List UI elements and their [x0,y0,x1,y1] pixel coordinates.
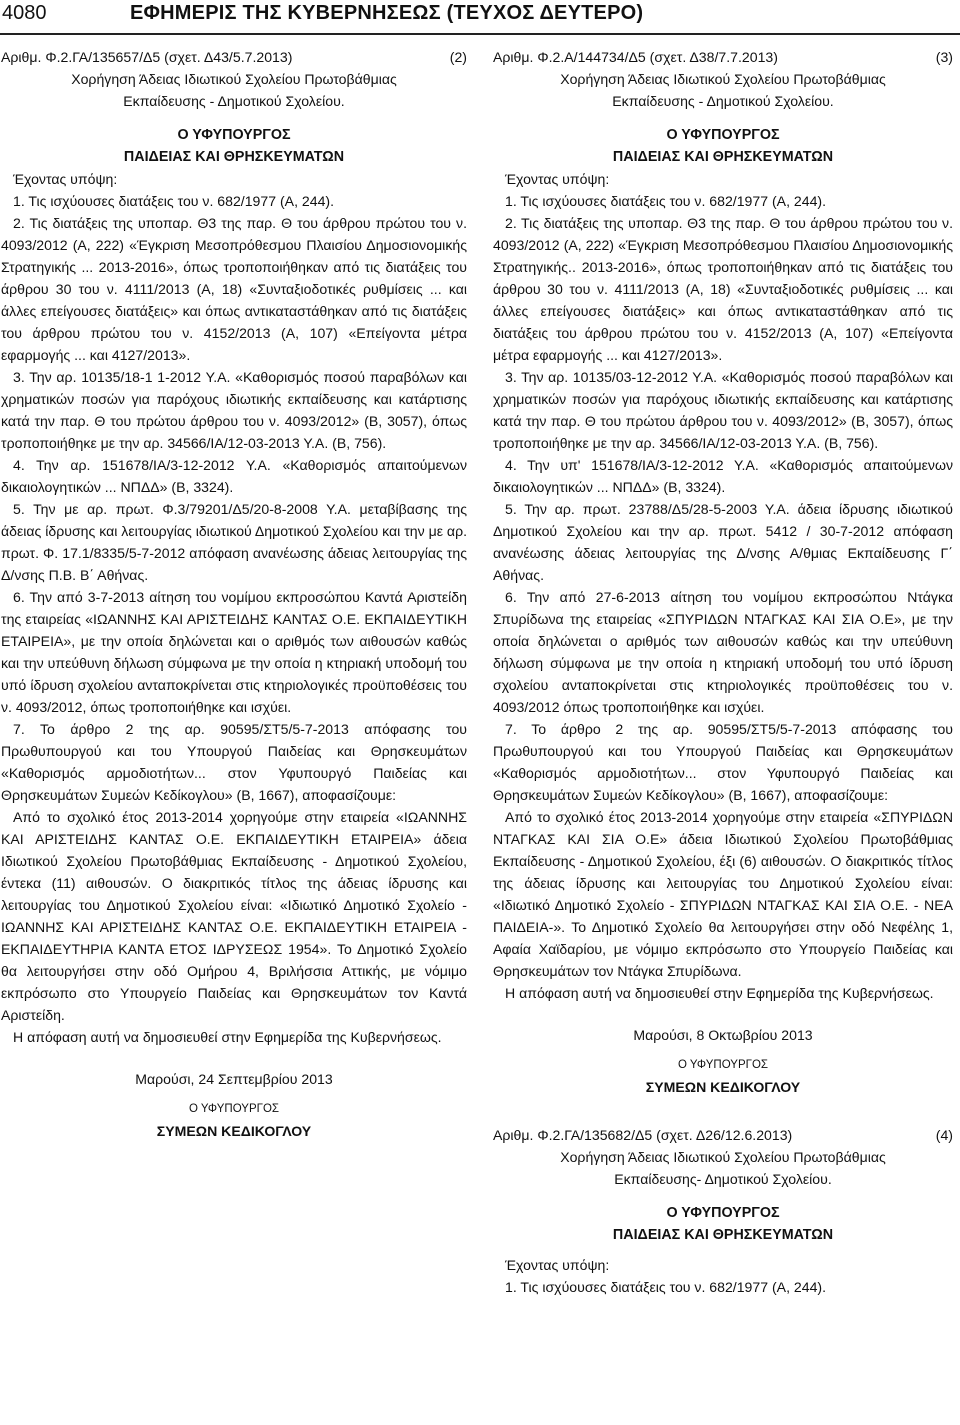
authority-title: Ο ΥΦΥΠΟΥΡΓΟΣ [666,1205,780,1221]
authority-title: Ο ΥΦΥΠΟΥΡΓΟΣ [177,127,291,143]
authority-title: Ο ΥΦΥΠΟΥΡΓΟΣ [666,127,780,143]
page-number: 4080 [2,2,47,24]
authority-ministry: ΠΑΙΔΕΙΑΣ ΚΑΙ ΘΡΗΣΚΕΥΜΑΤΩΝ [612,149,834,165]
paragraph: Από το σχολικό έτος 2013-2014 χορηγούμε στην εταιρεία «ΣΠΥΡΙΔΩΝ ΝΤΑΓΚΑΣ ΚΑΙ ΣΙΑ Ο.Ε» άδεια Ιδιωτικού Σχολείου Πρωτοβάθμιας Εκπαίδευσης - Δημοτικού Σχολείου, έξι (6) αιθουσών. Ο διακριτικός τίτλος της άδειας ίδρυσης και λειτουργίας του Δημοτικού Σχολείου είναι: «Ιδιωτικό Δημοτικό Σχολείο - ΣΠΥΡΙΔΩΝ ΝΤΑΓΚΑΣ ΚΑΙ ΣΙΑ Ο.Ε. - ΝΕΑ ΠΑΙΔΕΙΑ-». Το Δημοτικό Σχολείο θα λειτουργήσει στην οδό Νεφέλης 1, Αφαία Χαϊδαρίου, με νόμιμο εκπρόσωπο στο Υπουργείο Παιδείας και Θρησκευμάτων τον Ντάγκα Σπυρίδωνα. [493,809,953,979]
decision-subject-line: Εκπαίδευσης - Δημοτικού Σχολείου. [123,93,345,109]
decision-subject-line: Χορήγηση Άδειας Ιδιωτικού Σχολείου Πρωτοβάθμιας [560,71,886,87]
paragraph: 1. Τις ισχύουσες διατάξεις του ν. 682/1977 (Α, 244). [505,1279,827,1295]
signatory-title: Ο ΥΦΥΠΟΥΡΓΟΣ [677,1059,769,1071]
paragraph: 2. Τις διατάξεις της υποπαρ. Θ3 της παρ. Θ του άρθρου πρώτου του ν. 4093/2012 (Α, 222) «Έγκριση Μεσοπρόθεσμου Πλαισίου Δημοσιονομικής Στρατηγικής ... 2013-2016», όπως τροποποιήθηκαν από τις διατάξεις του άρθρου 30 του ν. 4111/2013 (Α, 18) «Συνταξιοδοτικές ρυθμίσεις ... και άλλες επείγουσες διατάξεις» και όπως αντικαταστάθηκαν από τις διατάξεις του άρθρου πρώτου του ν. 4152/2013 (Α, 107) «Επείγοντα μέτρα εφαρμογής ... και 4127/2013». [1,215,467,363]
paragraph: 5. Την με αρ. πρωτ. Φ.3/79201/Δ5/20-8-2008 Υ.Α. μεταβίβασης της άδειας ίδρυσης και λειτουργίας ιδιωτικού Δημοτικού Σχολείου και την με αρ. πρωτ. Φ. 17.1/8335/5-7-2012 απόφαση ανανέωσης άδειας λειτουργίας της Δ/νσης Π.Β. Β΄ Αθήνας. [1,501,467,583]
journal-title: ΕΦΗΜΕΡΙΣ ΤΗΣ ΚΥΒΕΡΝΗΣΕΩΣ (ΤΕΥΧΟΣ ΔΕΥΤΕΡΟ) [130,2,644,24]
paragraph: 1. Τις ισχύουσες διατάξεις του ν. 682/1977 (Α, 244). [13,193,335,209]
paragraph: 6. Την από 27-6-2013 αίτηση του νομίμου εκπροσώπου Ντάγκα Σπυρίδωνα της εταιρείας «ΣΠΥΡΙΔΩΝ ΝΤΑΓΚΑΣ ΚΑΙ ΣΙΑ Ο.Ε», με την οποία δηλώνεται ο αριθμός των αιθουσών καθώς και την υπεύθυνη δήλωση σύμφωνα με την οποία η κτηριακή υποδομή του υπό ίδρυση σχολείου ανταποκρίνεται στις κτηριολογικές προϋποθέσεις του ν. 4093/2012 όπως τροποποιήθηκε και ισχύει. [493,589,953,715]
paragraph: 6. Την από 3-7-2013 αίτηση του νομίμου εκπροσώπου Καντά Αριστείδη της εταιρείας «ΙΩΑΝΝΗΣ ΚΑΙ ΑΡΙΣΤΕΙΔΗΣ ΚΑΝΤΑΣ Ο.Ε. ΕΚΠΑΙΔΕΥΤΙΚΗ ΕΤΑΙΡΕΙΑ», με την οποία δηλώνεται και ο αριθμός των αιθουσών καθώς και την υπεύθυνη δήλωση σύμφωνα με την οποία η κτηριακή υποδομή του υπό ίδρυση σχολείου ανταποκρίνεται στις κτηριολογικές προϋποθέσεις του ν. 4093/2012, όπως τροποποιήθηκε και ισχύει. [1,589,467,715]
having-considered: Έχοντας υπόψη: [13,171,118,187]
decision-reference [493,1124,953,1146]
signatory-name: ΣΥΜΕΩΝ ΚΕΔΙΚΟΓΛΟΥ [645,1079,801,1095]
signing-date: Μαρούσι, 8 Οκτωβρίου 2013 [633,1027,813,1043]
decision-subject-line: Χορήγηση Άδειας Ιδιωτικού Σχολείου Πρωτοβάθμιας [71,71,397,87]
paragraph: 7. Το άρθρο 2 της αρ. 90595/ΣΤ5/5-7-2013 απόφασης του Πρωθυπουργού και του Υπουργού Παιδείας και Θρησκευμάτων «Καθορισμός αρμοδιοτήτων... στον Υφυπουργό Παιδείας και Θρησκευμάτων Συμεών Κεδίκογλου» (Β, 1667), αποφασίζουμε: [493,721,953,803]
paragraph: 1. Τις ισχύουσες διατάξεις του ν. 682/1977 (Α, 244). [505,193,827,209]
reference-number: Αριθμ. Φ.2.ΓΑ/135682/Δ5 (σχετ. Δ26/12.6.2013) [493,1127,793,1143]
paragraph: 2. Τις διατάξεις της υποπαρ. Θ3 της παρ. Θ του άρθρου πρώτου του ν. 4093/2012 (Α, 222) «Έγκριση Μεσοπρόθεσμου Πλαισίου Δημοσιονομικής Στρατηγικής.. 2013-2016», όπως τροποποιήθηκαν από τις διατάξεις του άρθρου 30 του ν. 4111/2013 (Α, 18) «Συνταξιοδοτικές ρυθμίσεις ... και άλλες επείγουσες διατάξεις» και όπως αντικαταστάθηκαν από τις διατάξεις του άρθρου πρώτου του ν. 4152/2013 (Α, 107) «Επείγοντα μέτρα εφαρμογής ... και 4127/2013». [493,215,953,363]
decision-index: (4) [935,1127,953,1143]
paragraph: 7. Το άρθρο 2 της αρ. 90595/ΣΤ5/5-7-2013 απόφασης του Πρωθυπουργού και του Υπουργού Παιδείας και Θρησκευμάτων «Καθορισμός αρμοδιοτήτων... στον Υφυπουργό Παιδείας και Θρησκευμάτων Συμεών Κεδίκογλου» (Β, 1667), αποφασίζουμε: [1,721,467,803]
decision-reference [493,46,953,68]
paragraph: 5. Την αρ. πρωτ. 23788/Δ5/28-5-2003 Υ.Α. άδεια ίδρυσης ιδιωτικού Δημοτικού Σχολείου και την αρ. πρωτ. 5412 / 30-7-2012 απόφαση ανανέωσης άδειας λειτουργίας της Δ/νσης Α/θμιας Εκπαίδευσης Γ΄ Αθήνας. [493,501,953,583]
decision-subject-line: Εκπαίδευσης- Δημοτικού Σχολείου. [614,1171,832,1187]
signatory-title: Ο ΥΦΥΠΟΥΡΓΟΣ [188,1103,280,1115]
decision-index: (3) [935,49,953,65]
paragraph: Η απόφαση αυτή να δημοσιευθεί στην Εφημερίδα της Κυβερνήσεως. [13,1029,442,1045]
left-column [1,46,467,1142]
paragraph: 4. Την αρ. 151678/ΙΑ/3-12-2012 Υ.Α. «Καθορισμός απαιτούμενων δικαιολογητικών ... ΝΠΔΔ» (Β, 3324). [1,457,467,495]
authority-ministry: ΠΑΙΔΕΙΑΣ ΚΑΙ ΘΡΗΣΚΕΥΜΑΤΩΝ [123,149,345,165]
reference-number: Αριθμ. Φ.2.Α/144734/Δ5 (σχετ. Δ38/7.7.2013) [493,49,778,65]
paragraph: Από το σχολικό έτος 2013-2014 χορηγούμε στην εταιρεία «ΙΩΑΝΝΗΣ ΚΑΙ ΑΡΙΣΤΕΙΔΗΣ ΚΑΝΤΑΣ Ο.Ε. ΕΚΠΑΙΔΕΥΤΙΚΗ ΕΤΑΙΡΕΙΑ» άδεια Ιδιωτικού Σχολείου Πρωτοβάθμιας Εκπαίδευσης - Δημοτικού Σχολείου, έντεκα (11) αιθουσών. Ο διακριτικός τίτλος της άδειας ίδρυσης και λειτουργίας του Δημοτικού Σχολείου είναι: «Ιδιωτικό Δημοτικό Σχολείο - ΙΩΑΝΝΗΣ ΚΑΙ ΑΡΙΣΤΕΙΔΗΣ ΚΑΝΤΑΣ Ο.Ε. ΕΚΠΑΙΔΕΥΤΙΚΗ ΕΤΑΙΡΕΙΑ - ΕΚΠΑΙΔΕΥΤΗΡΙΑ ΚΑΝΤΑ ΕΤΟΣ ΙΔΡΥΣΕΩΣ 1954». Το Δημοτικό Σχολείο θα λειτουργήσει στην οδό Ομήρου 4, Βριλήσσια Αττικής, με νόμιμο εκπρόσωπο στο Υπουργείο Παιδείας και Θρησκευμάτων τον Καντά Αριστείδη. [1,809,467,1023]
paragraph: 3. Την αρ. 10135/18-1 1-2012 Υ.Α. «Καθορισμός ποσού παραβόλων και χρηματικών ποσών για παρόχους ιδιωτικής εκπαίδευσης και κατάρτισης κατά την παρ. Θ του πρώτου άρθρου του ν. 4093/2012» (Β, 3057), όπως τροποποιήθηκε με την αρ. 34566/ΙΑ/12-03-2013 Υ.Α. (Β, 756). [1,369,467,451]
having-considered: Έχοντας υπόψη: [505,171,610,187]
decision-index: (2) [449,49,467,65]
having-considered: Έχοντας υπόψη: [505,1257,610,1273]
decision-reference [1,46,467,68]
reference-number: Αριθμ. Φ.2.ΓΑ/135657/Δ5 (σχετ. Δ43/5.7.2013) [1,49,293,65]
decision-subject-line: Εκπαίδευσης - Δημοτικού Σχολείου. [612,93,834,109]
signing-date: Μαρούσι, 24 Σεπτεμβρίου 2013 [135,1071,333,1087]
authority-ministry: ΠΑΙΔΕΙΑΣ ΚΑΙ ΘΡΗΣΚΕΥΜΑΤΩΝ [612,1227,834,1243]
paragraph: 3. Την αρ. 10135/03-12-2012 Υ.Α. «Καθορισμός ποσού παραβόλων και χρηματικών ποσών για παρόχους ιδιωτικής εκπαίδευσης και κατάρτισης κατά την παρ. Θ του πρώτου άρθρου του ν. 4093/2012» (Β, 3057), όπως τροποποιήθηκε με την αρ. 34566/ΙΑ/12-03-2013 Υ.Α. (Β, 756). [493,369,953,451]
page-header [0,0,960,36]
paragraph: Η απόφαση αυτή να δημοσιευθεί στην Εφημερίδα της Κυβερνήσεως. [505,985,934,1001]
decision-subject-line: Χορήγηση Άδειας Ιδιωτικού Σχολείου Πρωτοβάθμιας [560,1149,886,1165]
header-rule [0,33,960,35]
paragraph: 4. Την υπ' 151678/ΙΑ/3-12-2012 Υ.Α. «Καθορισμός απαιτούμενων δικαιολογητικών ... ΝΠΔΔ» (Β, 3324). [493,457,953,495]
signatory-name: ΣΥΜΕΩΝ ΚΕΔΙΚΟΓΛΟΥ [156,1123,312,1139]
right-column [493,46,953,1298]
